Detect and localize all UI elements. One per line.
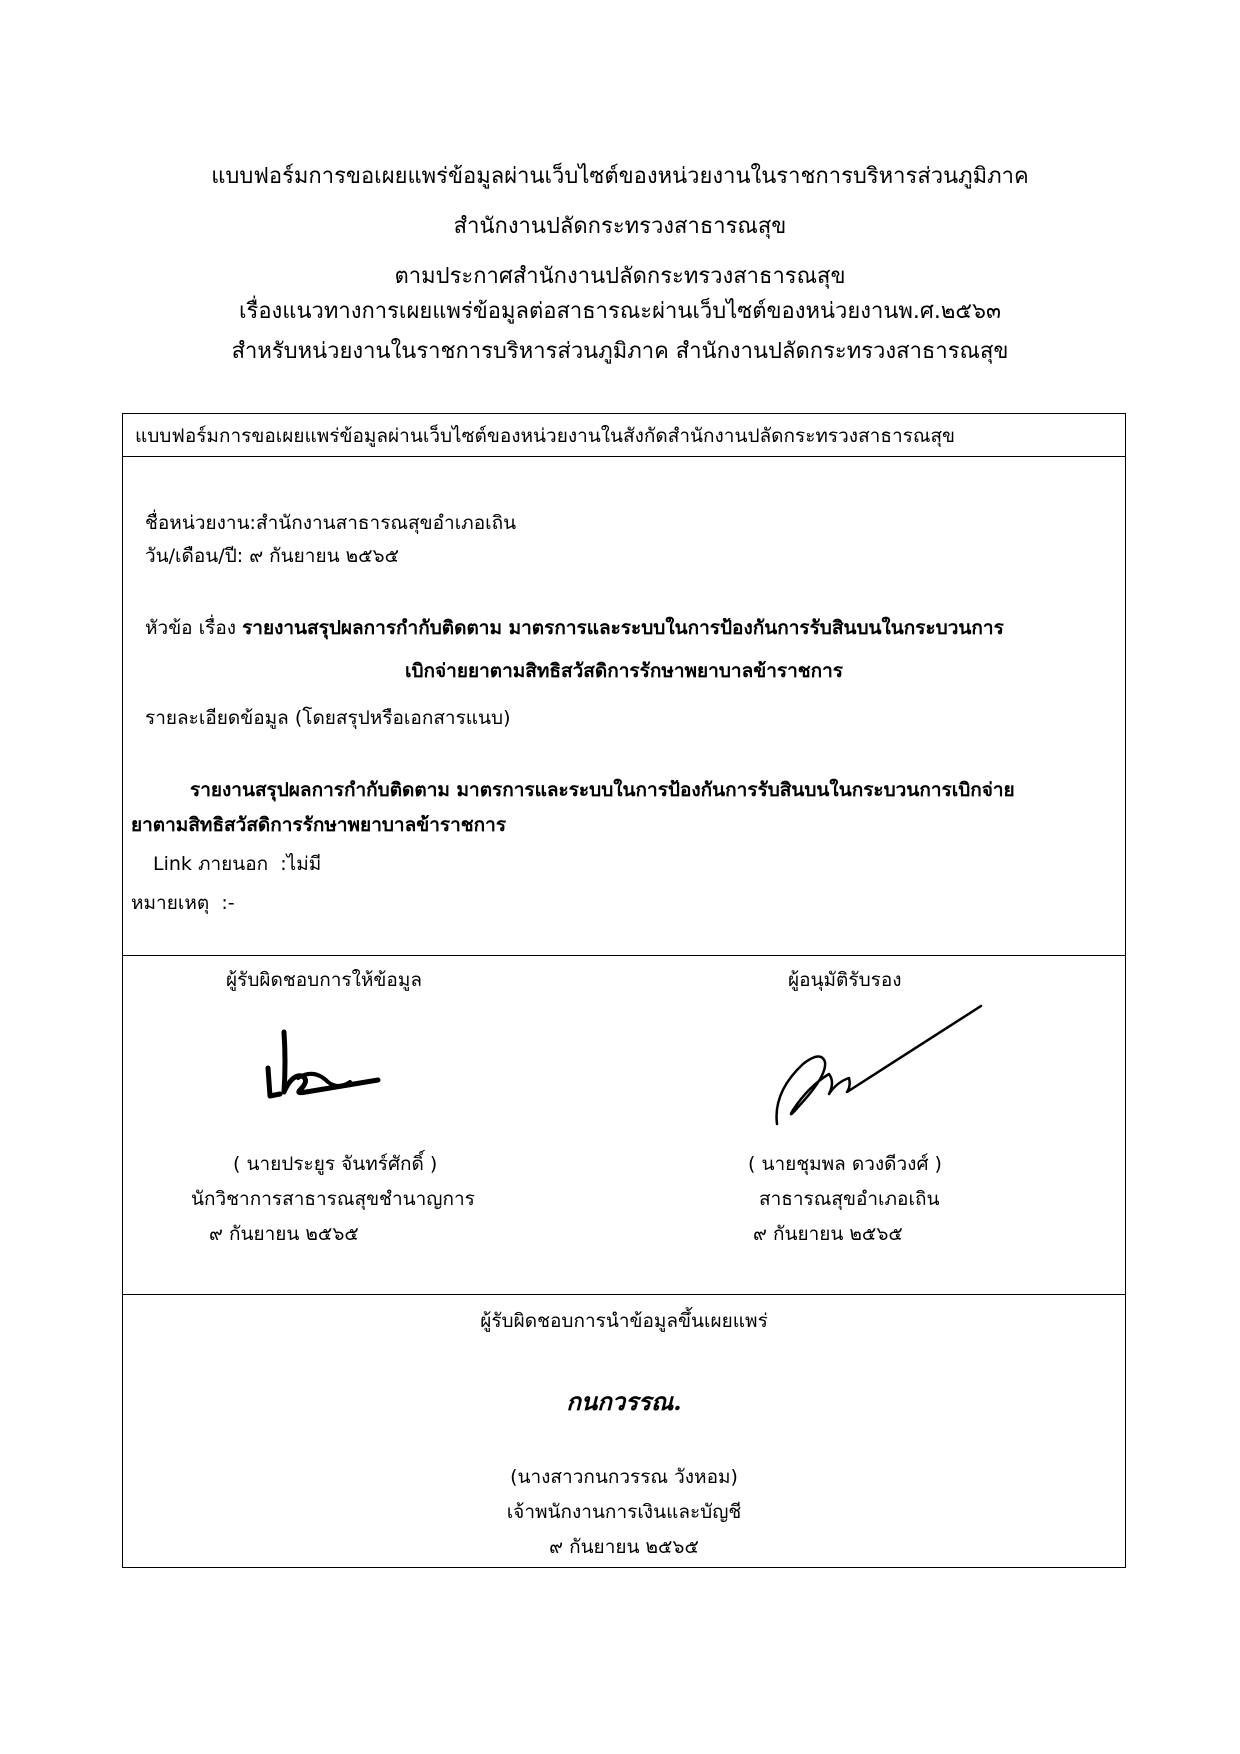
approver-role: ผู้อนุมัติรับรอง [788,969,902,991]
date-row [145,541,399,571]
approver-signature [763,1002,993,1132]
responsible-signature [258,1022,408,1102]
responsible-role: ผู้รับผิดชอบการให้ข้อมูล [226,969,422,991]
agency-value: สำนักงานสาธารณสุขอำเภอเถิน [255,512,517,534]
approver-position: สาธารณสุขอำเภอเถิน [759,1188,940,1210]
publisher-signature: กนกวรรณ. [566,1387,682,1416]
header-line-4: เรื่องแนวทางการเผยแพร่ข้อมูลต่อสาธารณะผ่านเว็บไซต์ของหน่วยงานพ.ศ.๒๕๖๓ [238,299,1002,324]
responsible-name: ( นายประยูร จันทร์ศักดิ์ ) [233,1153,438,1175]
header-line-2: สำนักงานปลัดกระทรวงสาธารณสุข [453,214,787,239]
publisher-role: ผู้รับผิดชอบการนำข้อมูลขึ้นเผยแพร่ [480,1310,768,1332]
header-line-1: แบบฟอร์มการขอเผยแพร่ข้อมูลผ่านเว็บไซต์ของหน่วยงานในราชการบริหารส่วนภูมิภาค [211,164,1029,189]
remark-label: หมายเหตุ [131,892,210,914]
divider [123,955,1125,956]
form-title: แบบฟอร์มการขอเผยแพร่ข้อมูลผ่านเว็บไซต์ของหน่วยงานในสังกัดสำนักงานปลัดกระทรวงสาธารณสุข [135,425,956,447]
responsible-date: ๙ กันยายน ๒๕๖๕ [209,1223,359,1245]
details-label: รายละเอียดข้อมูล (โดยสรุปหรือเอกสารแนบ) [145,707,511,729]
date-label: วัน/เดือน/ปี: [145,545,244,567]
topic-label: หัวข้อ เรื่อง [145,617,237,639]
agency-row [145,508,516,538]
responsible-position: นักวิชาการสาธารณสุขชำนาญการ [191,1188,475,1210]
details-line-2: ยาตามสิทธิสวัสดิการรักษาพยาบาลข้าราชการ [131,814,507,836]
topic-line-2: เบิกจ่ายยาตามสิทธิสวัสดิการรักษาพยาบาลข้าราชการ [404,660,844,682]
date-value: ๙ กันยายน ๒๕๖๕ [249,545,399,567]
remark-row [131,888,235,918]
topic-row [145,613,1004,643]
divider [123,456,1125,457]
publisher-position: เจ้าพนักงานการเงินและบัญชี [506,1501,742,1523]
divider [123,1294,1125,1295]
publisher-name: (นางสาวกนกวรรณ วังหอม) [510,1466,738,1488]
publisher-date: ๙ กันยายน ๒๕๖๕ [549,1536,699,1558]
link-value: :ไม่มี [280,853,322,875]
topic-line-1: รายงานสรุปผลการกำกับติดตาม มาตรการและระบบในการป้องกันการรับสินบนในกระบวนการ [242,617,1004,639]
approver-name: ( นายชุมพล ดวงดีวงศ์ ) [748,1153,942,1175]
request-form [122,413,1126,1568]
link-label: Link ภายนอก [153,853,269,875]
header-line-3: ตามประกาศสำนักงานปลัดกระทรวงสาธารณสุข [394,264,846,289]
details-line-1: รายงานสรุปผลการกำกับติดตาม มาตรการและระบบในการป้องกันการรับสินบนในกระบวนการเบิกจ่าย [190,779,1015,801]
agency-label: ชื่อหน่วยงาน: [145,512,256,534]
link-row [153,849,321,879]
remark-value: :- [221,892,235,914]
header-line-5: สำหรับหน่วยงานในราชการบริหารส่วนภูมิภาค สำนักงานปลัดกระทรวงสาธารณสุข [231,339,1009,364]
approver-date: ๙ กันยายน ๒๕๖๕ [753,1223,903,1245]
